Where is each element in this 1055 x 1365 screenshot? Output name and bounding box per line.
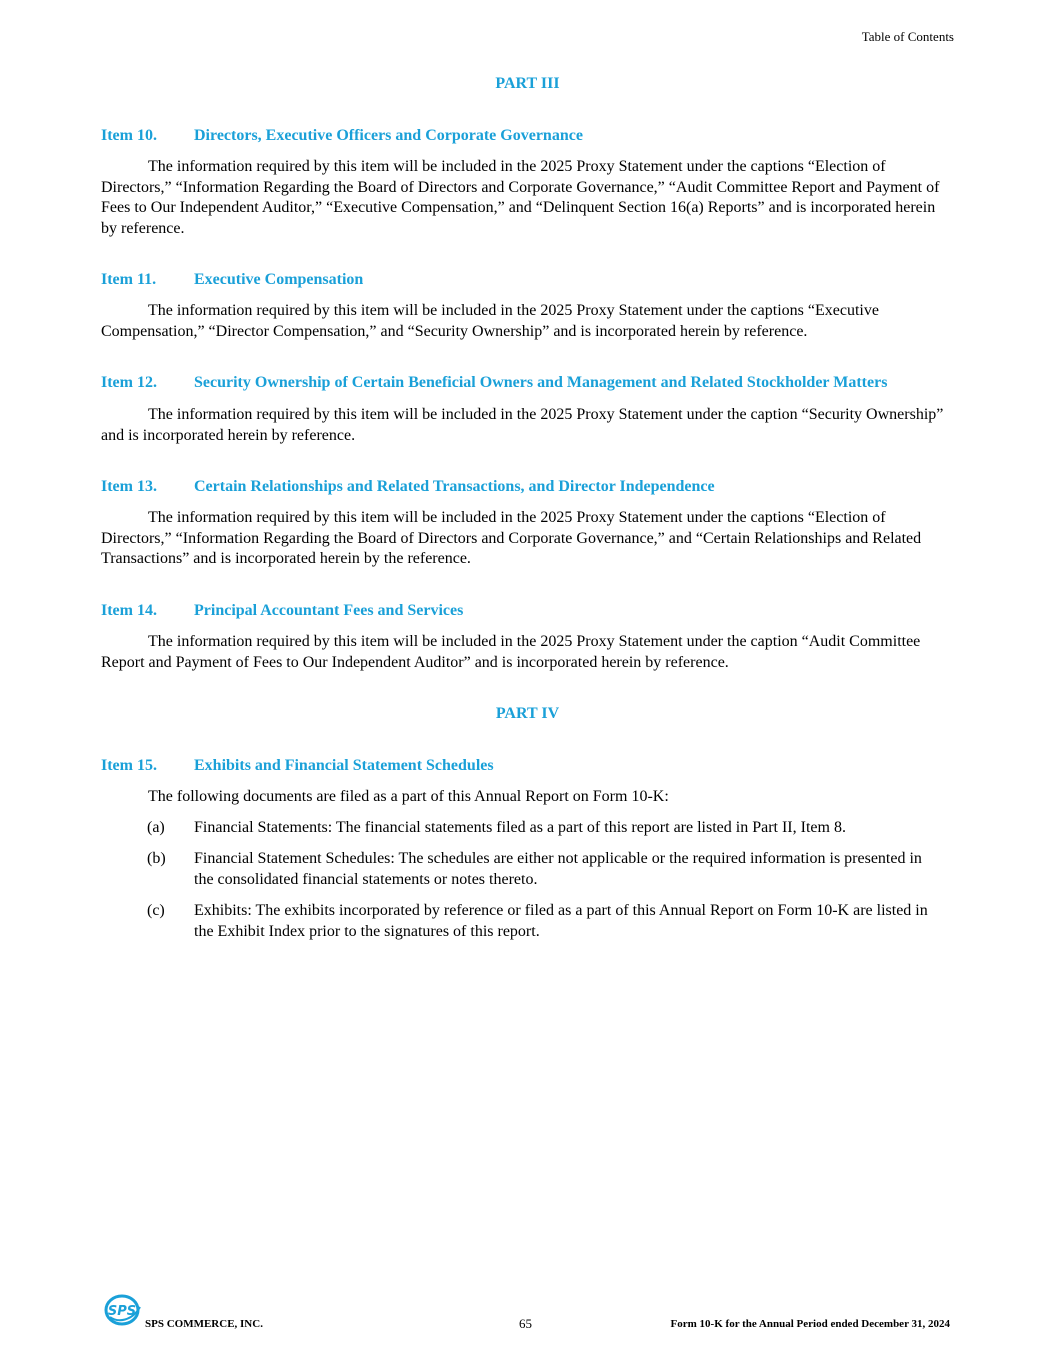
table-of-contents-link[interactable]: Table of Contents (861, 29, 954, 44)
item-10-paragraph: The information required by this item will be included in the 2025 Proxy Statement under the captions “Election of Directors,” “Information Regarding the Board of Directors and Corporate Governance,” “Audit Committee Report and Payment of Fees to Our Independent Auditor,” “Executive Compensation,” and “Delinquent Section 16(a) Reports” and is incorporated herein by reference. (101, 158, 940, 238)
item-title: Executive Compensation (194, 271, 364, 288)
list-marker: (b) (147, 850, 166, 867)
item-15-intro: The following documents are filed as a part of this Annual Report on Form 10-K: (148, 788, 669, 805)
list-item (147, 818, 937, 839)
item-12-heading (101, 374, 887, 392)
item-13-paragraph: The information required by this item will be included in the 2025 Proxy Statement under the captions “Election of Directors,” “Information Regarding the Board of Directors and Corporate Governance,” and “Certain Relationships and Related Transactions” and is incorporated herein by the reference. (101, 509, 922, 568)
logo-text: SPS (107, 1304, 137, 1319)
footer-company-name: SPS COMMERCE, INC. (145, 1318, 263, 1330)
list-item (147, 849, 937, 890)
item-number: Item 14. (101, 602, 157, 619)
item-title: Directors, Executive Officers and Corporate Governance (194, 127, 583, 144)
item-number: Item 12. (101, 374, 157, 391)
item-11-heading (101, 271, 363, 289)
item-title: Principal Accountant Fees and Services (194, 602, 464, 619)
item-number: Item 11. (101, 271, 157, 288)
page-number: 65 (519, 1316, 532, 1331)
footer-form-label: Form 10-K for the Annual Period ended December 31, 2024 (670, 1318, 950, 1330)
item-title: Security Ownership of Certain Beneficial Owners and Management and Related Stockholder Matters (194, 374, 888, 391)
item-title: Exhibits and Financial Statement Schedules (194, 757, 494, 774)
item-number: Item 13. (101, 478, 157, 495)
part-iv-heading: PART IV (495, 705, 560, 722)
item-number: Item 15. (101, 757, 157, 774)
item-15-heading (101, 757, 494, 775)
list-text: Financial Statements: The financial statements filed as a part of this report are listed in Part II, Item 8. (194, 819, 846, 836)
sps-logo-icon (104, 1293, 144, 1327)
item-title: Certain Relationships and Related Transactions, and Director Independence (194, 478, 715, 495)
item-14-paragraph: The information required by this item will be included in the 2025 Proxy Statement under the caption “Audit Committee Report and Payment of Fees to Our Independent Auditor” and is incorporated herein by reference. (101, 633, 921, 671)
item-13-heading (101, 478, 715, 496)
list-text: Exhibits: The exhibits incorporated by reference or filed as a part of this Annual Report on Form 10-K are listed in the Exhibit Index prior to the signatures of this report. (194, 902, 928, 940)
item-12-paragraph: The information required by this item will be included in the 2025 Proxy Statement under the caption “Security Ownership” and is incorporated herein by reference. (101, 406, 944, 444)
item-10-heading (101, 127, 583, 145)
list-marker: (c) (147, 902, 165, 919)
item-number: Item 10. (101, 127, 157, 144)
item-14-heading (101, 602, 463, 620)
list-marker: (a) (147, 819, 165, 836)
item-11-paragraph: The information required by this item will be included in the 2025 Proxy Statement under the captions “Executive Compensation,” “Director Compensation,” and “Security Ownership” and is incorporated herein by reference. (101, 302, 879, 340)
list-item (147, 901, 937, 942)
part-iii-heading: PART III (495, 75, 560, 92)
list-text: Financial Statement Schedules: The schedules are either not applicable or the required information is presented in the consolidated financial statements or notes thereto. (194, 850, 922, 888)
